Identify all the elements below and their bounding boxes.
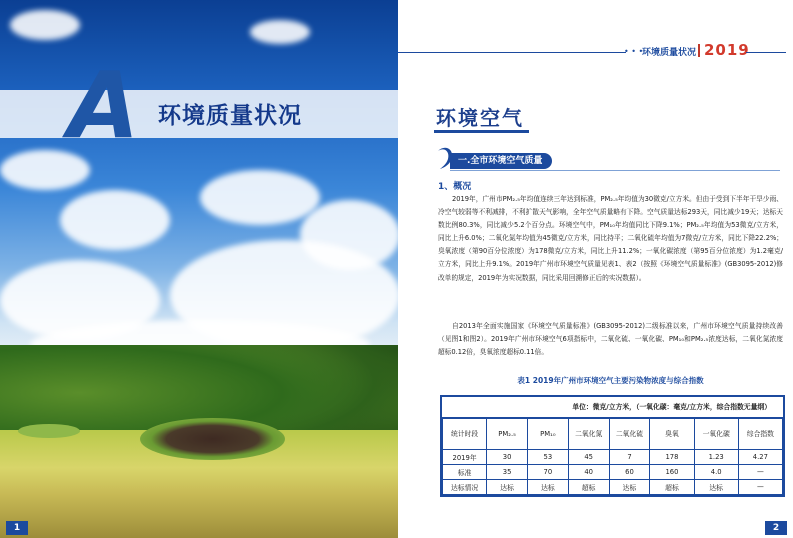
table-cell: 达标 [487,480,528,495]
table-cell: 4.27 [738,450,782,465]
table-row [443,450,783,465]
table-header-cell: 一氧化碳 [694,419,738,450]
table-cell: 达标 [527,480,568,495]
table-cell: 53 [527,450,568,465]
cloud [200,170,320,225]
cloud [250,20,310,44]
table-header-cell: 统计时段 [443,419,487,450]
header-rule [398,52,626,53]
table-cell: — [738,480,782,495]
table-header-row [443,419,783,450]
heading-overview: 1、概况 [438,182,472,192]
cloud [10,10,80,40]
table-cell: 达标 [694,480,738,495]
pollutant-table [440,395,785,497]
subsection-rule [450,170,780,171]
table-cell: 超标 [568,480,609,495]
table-cell: 30 [487,450,528,465]
table-cell: 40 [568,465,609,480]
cloud [60,190,170,250]
subsection-badge: 一.全市环境空气质量 [450,153,552,169]
table-cell: 60 [609,465,650,480]
table-cell: 45 [568,450,609,465]
table-cell: 2019年 [443,450,487,465]
table-cell: 35 [487,465,528,480]
section-underline [434,130,529,133]
header-rule-right [746,52,786,53]
table-cell: 160 [650,465,694,480]
table-cell: 1.23 [694,450,738,465]
table-unit-row: 单位：微克/立方米，（一氧化碳：毫克/立方米，综合指数无量纲） [442,397,783,418]
table-cell: 7 [609,450,650,465]
table-caption: 表1 2019年广州市环境空气主要污染物浓度与综合指数 [517,376,704,385]
table-header-cell: PM₁₀ [527,419,568,450]
table-header-cell: 二氧化硫 [609,419,650,450]
small-flowerbed [18,424,80,438]
content-page [398,0,793,538]
table-cell: — [738,465,782,480]
table-header-cell: 综合指数 [738,419,782,450]
table-cell: 4.0 [694,465,738,480]
header-dots: • • • [624,47,644,56]
table-header-cell: PM₂.₅ [487,419,528,450]
header-separator [698,44,700,57]
page-number-right: 2 [765,521,787,535]
table-cell: 超标 [650,480,694,495]
paragraph-2: 自2013年全面实施国家《环境空气质量标准》(GB3095-2012)二级标准以来，广州市环境空气质量持续改善（见图1和图2）。2019年广州市环境空气6项指标中，二氧化硫、一氧化碳、PM₁₀和PM₂.₅浓度达标，二氧化氮浓度超标0.12倍，臭氧浓度超标0.11倍。 [438,322,783,357]
header-label: 环境质量状况 [642,48,697,58]
flowerbed [140,418,285,460]
table-row [443,480,783,495]
chapter-title: 环境质量状况 [158,103,302,129]
table-cell: 70 [527,465,568,480]
chapter-letter: A [68,52,140,159]
table-cell: 178 [650,450,694,465]
table-cell: 标准 [443,465,487,480]
paragraph-1: 2019年，广州市PM₂.₅年均值连续三年达到标准，PM₂.₅年均值为30微克/立方米。但由于受到下半年干旱少雨、冷空气较弱等不利减排，不利扩散天气影响，全年空气质量略有下降。空气质量达标293天，同比减少19天；达标天数比例80.3%，同比减少5.2个百分点。环境空气中，PM₁₀年均值同比下降9.1%；PM₂.₅年均值为53微克/立方米，同比上升6.0%；二氧化氮年均值为45微克/立方米，同比持平；二氧化硫年均值为7微克/立方米，同比下降22.2%；臭氧浓度（第90百分位浓度）为178微克/立方米，同比上升11.2%；一氧化碳浓度（第95百分位浓度）为1.2毫克/立方米，同比上升9.1%。2019年广州市环境空气质量见表1、表2（按照《环境空气质量标准》(GB3095-2012)修改单的规定，2019年为实况数据，同比采用回溯修正后的实况数据）。 [438,195,783,282]
table-row [443,465,783,480]
header-year: 2019 [704,41,750,59]
page-number-left: 1 [6,521,28,535]
table-header-cell: 臭氧 [650,419,694,450]
table-cell: 达标 [609,480,650,495]
table-cell: 达标情况 [443,480,487,495]
table-header-cell: 二氧化氮 [568,419,609,450]
section-title: 环境空气 [436,106,524,130]
